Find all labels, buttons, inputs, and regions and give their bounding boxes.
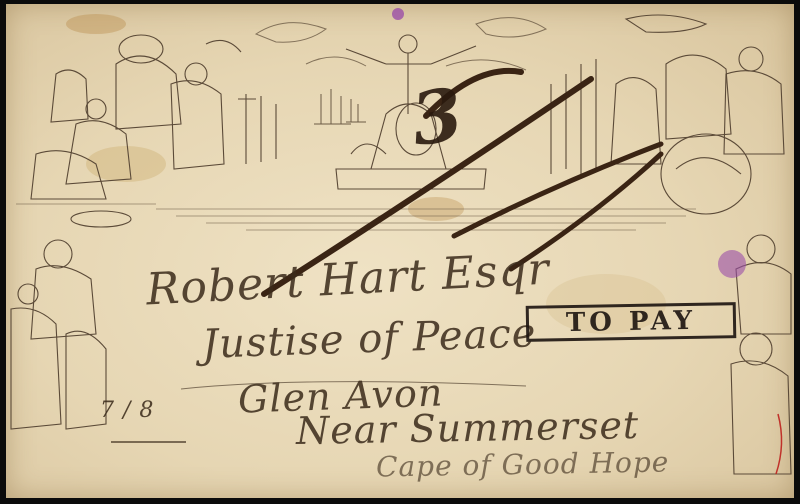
address-line-4: Near Summerset — [295, 403, 640, 453]
manuscript-rate: 3 — [406, 70, 469, 163]
right-figures — [551, 15, 784, 214]
side-note: 7 / 8 — [100, 398, 155, 423]
left-figures — [31, 35, 276, 227]
lower-left-figures — [11, 240, 106, 429]
stain — [86, 146, 166, 182]
stain — [66, 14, 126, 34]
ships — [314, 89, 366, 124]
envelope — [6, 4, 794, 498]
address-line-3: Glen Avon — [237, 370, 444, 422]
purple-mark — [392, 8, 404, 20]
angels — [256, 18, 546, 70]
address-line-2: Justise of Peace — [201, 310, 538, 368]
address-line-1: Robert Hart Esqr — [144, 243, 551, 316]
address-line-5: Cape of Good Hope — [375, 445, 670, 484]
purple-mark — [718, 250, 746, 278]
red-thread — [776, 414, 782, 474]
to-pay-handstamp: TO PAY — [526, 302, 737, 342]
